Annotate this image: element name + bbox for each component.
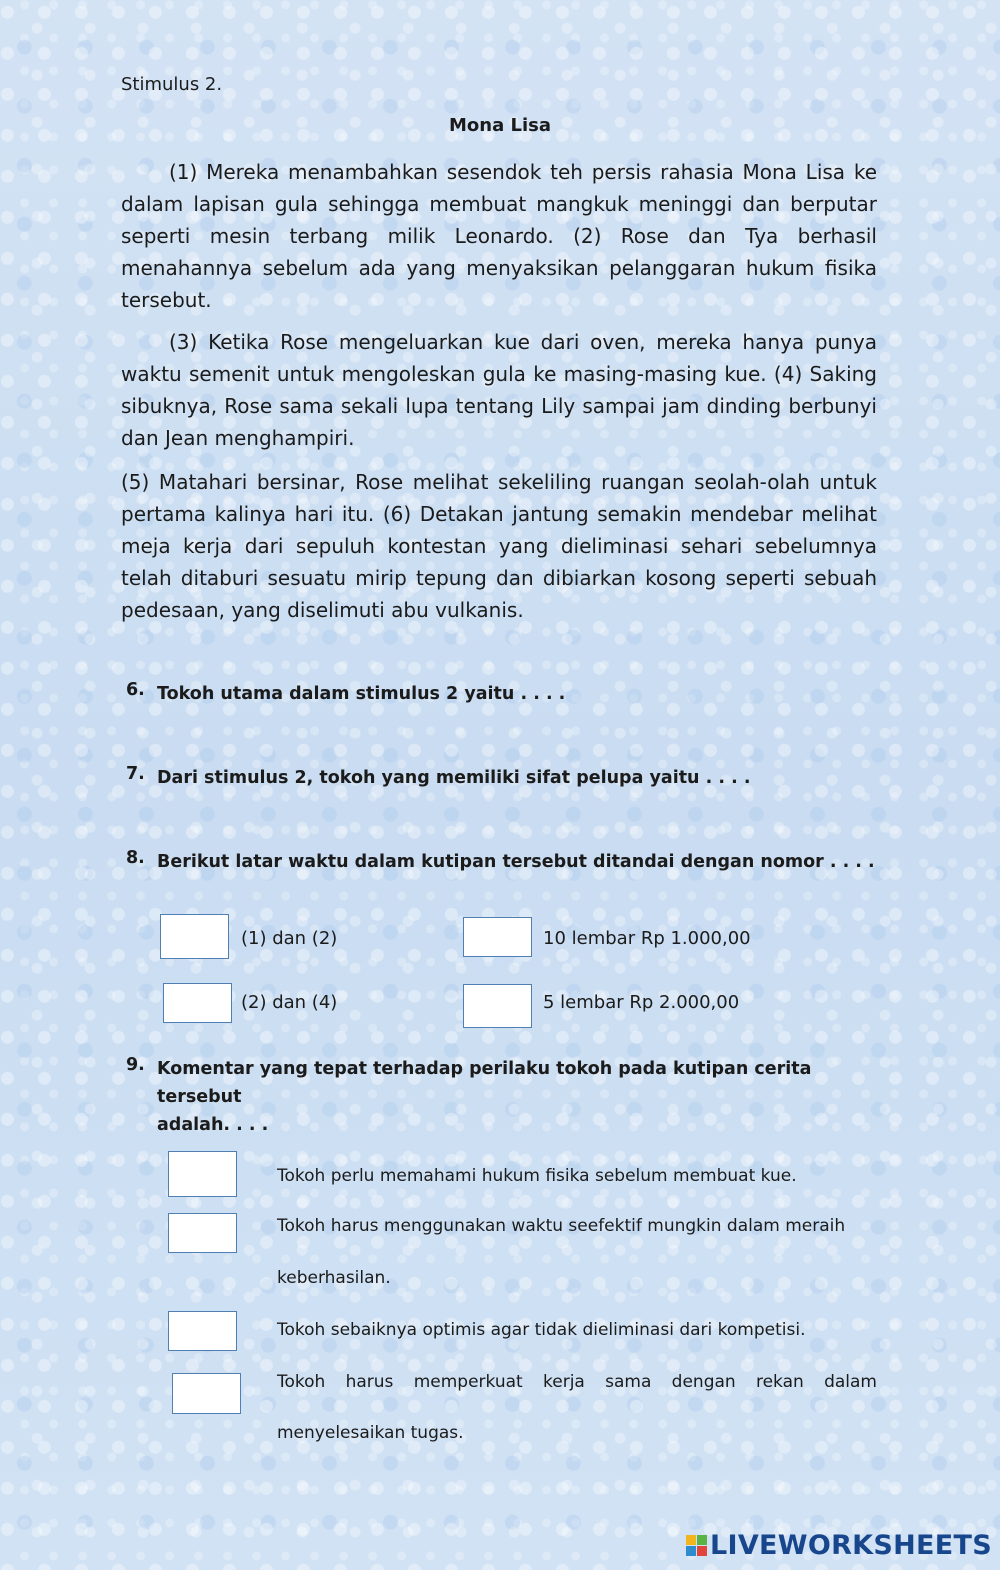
story-paragraph-3: (5) Matahari bersinar, Rose melihat sekeliling ruangan seolah-olah untuk pertama kalinya hari itu. (6) Detakan jantung semakin mendebar melihat meja kerja dari sepuluh kontestan yang dieliminasi sehari sebelumnya telah ditaburi sesuatu mirip tepung dan dibiarkan kosong seperti sebuah pedesaan, yang diselimuti abu vulkanis.: [121, 470, 877, 622]
question-text: Tokoh utama dalam stimulus 2 yaitu . . . .: [157, 684, 566, 704]
story-paragraph-1: (1) Mereka menambahkan sesendok teh persis rahasia Mona Lisa ke dalam lapisan gula sehingga membuat mangkuk meninggi dan berputar seperti mesin terbang milik Leonardo. (2) Rose dan Tya berhasil menahannya sebelum ada yang menyaksikan pelanggaran hukum fisika tersebut.: [121, 160, 877, 312]
question-text: Komentar yang tepat terhadap perilaku tokoh pada kutipan cerita tersebut adalah. . . .: [157, 1059, 812, 1135]
stimulus-label: Stimulus 2.: [121, 74, 223, 95]
option-label: Tokoh harus memperkuat kerja sama dengan rekan dalam: [277, 1372, 877, 1392]
option-label: Tokoh harus menggunakan waktu seefektif mungkin dalam meraih: [277, 1216, 846, 1236]
question-number: 8.: [126, 848, 145, 868]
question-number: 9.: [126, 1055, 145, 1075]
logo-text: LIVEWORKSHEETS: [709, 1530, 992, 1561]
question-text: Berikut latar waktu dalam kutipan tersebut ditandai dengan nomor . . . .: [157, 852, 875, 872]
question-7: [126, 764, 750, 792]
option-label: Tokoh sebaiknya optimis agar tidak dieliminasi dari kompetisi.: [277, 1320, 806, 1340]
question-number: 6.: [126, 680, 145, 700]
option-label: (1) dan (2): [241, 928, 338, 949]
question-9: [126, 1055, 886, 1139]
option-label-continued: keberhasilan.: [277, 1268, 391, 1288]
option-label: 10 lembar Rp 1.000,00: [543, 928, 751, 949]
story-title: Mona Lisa: [448, 115, 551, 136]
answer-box-q8-opt3[interactable]: [163, 983, 232, 1023]
answer-box-q9-opt3[interactable]: [168, 1311, 237, 1351]
option-label: Tokoh perlu memahami hukum fisika sebelum membuat kue.: [277, 1166, 797, 1186]
liveworksheets-logo[interactable]: [686, 1530, 992, 1561]
question-text: Dari stimulus 2, tokoh yang memiliki sifat pelupa yaitu . . . .: [157, 768, 751, 788]
answer-box-q9-opt2[interactable]: [168, 1213, 237, 1253]
story-paragraph-2: (3) Ketika Rose mengeluarkan kue dari oven, mereka hanya punya waktu semenit untuk mengoleskan gula ke masing-masing kue. (4) Saking sibuknya, Rose sama sekali lupa tentang Lily sampai jam dinding berbunyi dan Jean menghampiri.: [121, 330, 877, 450]
question-8: [126, 848, 875, 876]
option-label-continued: menyelesaikan tugas.: [277, 1423, 464, 1443]
answer-box-q8-opt1[interactable]: [160, 914, 229, 959]
answer-box-q8-opt4[interactable]: [463, 984, 532, 1028]
answer-box-q9-opt1[interactable]: [168, 1151, 237, 1197]
answer-box-q8-opt2[interactable]: [463, 917, 532, 957]
answer-box-q9-opt4[interactable]: [172, 1373, 241, 1414]
question-6: [126, 680, 565, 708]
option-label: 5 lembar Rp 2.000,00: [543, 992, 740, 1013]
question-number: 7.: [126, 764, 145, 784]
liveworksheets-logo-icon: [686, 1535, 707, 1556]
option-label: (2) dan (4): [241, 992, 338, 1013]
